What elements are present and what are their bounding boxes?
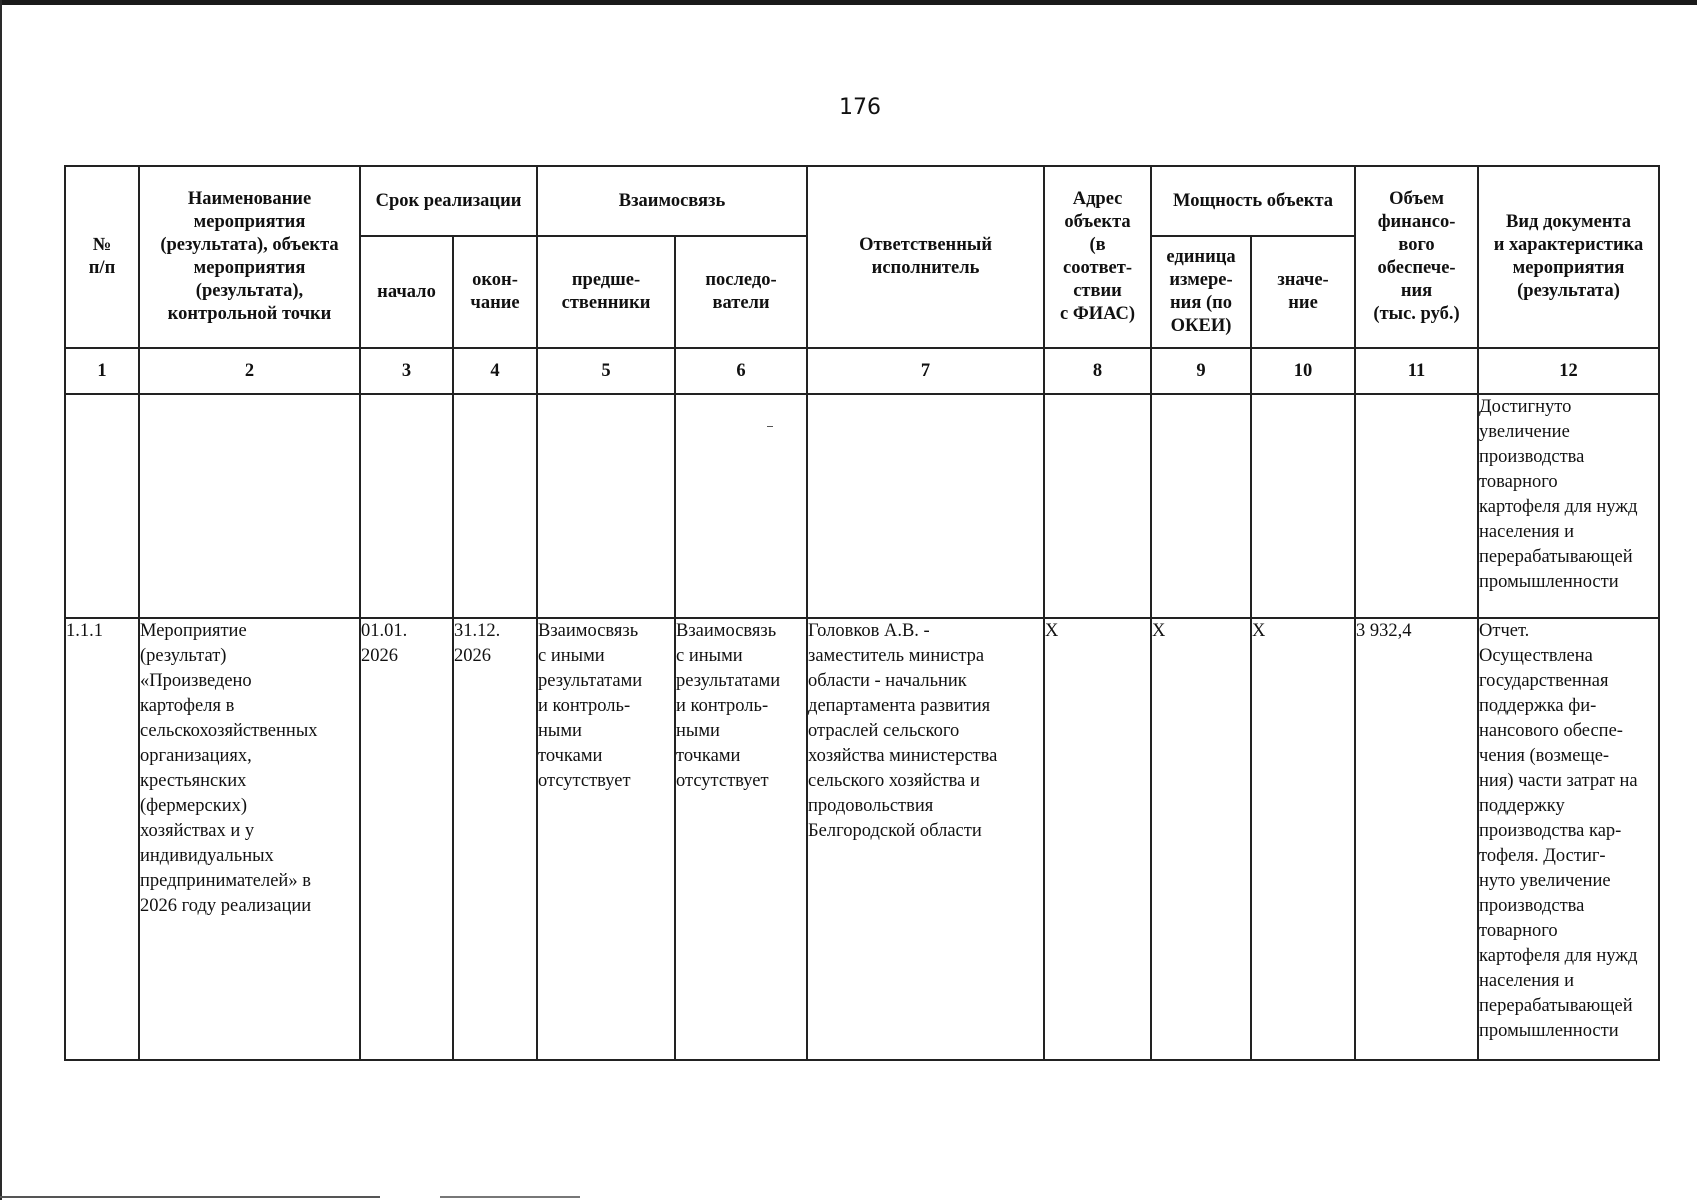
cell-name: Мероприятие (результат) «Произведено картофеля в сельскохозяйственных организациях, крестьянских (фермерских) хозяйствах и у индивидуальных предпринимателей» в 2026 году реализации bbox=[139, 618, 360, 1060]
column-number: 7 bbox=[807, 348, 1044, 394]
cell-predecessors bbox=[537, 394, 675, 618]
top-border-line bbox=[0, 0, 1697, 5]
plan-table bbox=[64, 165, 1660, 1061]
cell-financing bbox=[1355, 394, 1478, 618]
cell-start bbox=[360, 394, 453, 618]
bottom-scan-line-2 bbox=[440, 1196, 580, 1198]
header-start: начало bbox=[360, 236, 453, 348]
cell-unit: X bbox=[1151, 618, 1251, 1060]
column-number: 2 bbox=[139, 348, 360, 394]
cell-num: 1.1.1 bbox=[65, 618, 139, 1060]
cell-address bbox=[1044, 394, 1151, 618]
header-period: Срок реализации bbox=[360, 166, 537, 236]
header-predecessors: предше- ственники bbox=[537, 236, 675, 348]
header-financing: Объем финансо- вого обеспече- ния (тыс. руб.) bbox=[1355, 166, 1478, 348]
column-number: 11 bbox=[1355, 348, 1478, 394]
header-value: значе- ние bbox=[1251, 236, 1355, 348]
cell-start: 01.01. 2026 bbox=[360, 618, 453, 1060]
header-row-1 bbox=[65, 166, 1659, 236]
bottom-scan-line bbox=[0, 1196, 380, 1198]
column-number: 9 bbox=[1151, 348, 1251, 394]
header-document: Вид документа и характеристика мероприятия (результата) bbox=[1478, 166, 1659, 348]
header-link: Взаимосвязь bbox=[537, 166, 807, 236]
cell-responsible bbox=[807, 394, 1044, 618]
cell-name bbox=[139, 394, 360, 618]
cell-responsible: Головков А.В. - заместитель министра области - начальник департамента развития отраслей сельского хозяйства министерства сельского хозяйства и продовольствия Белгородской области bbox=[807, 618, 1044, 1060]
column-number: 5 bbox=[537, 348, 675, 394]
header-successors: последо- ватели bbox=[675, 236, 807, 348]
cell-document: Отчет. Осуществлена государственная поддержка фи- нансового обеспе- чения (возмеще- ния) части затрат на поддержку производства кар- тофеля. Достиг- нуто увеличение производства товарного картофеля для нужд населения и перерабатывающей промышленности bbox=[1478, 618, 1659, 1060]
cell-end bbox=[453, 394, 537, 618]
column-number: 6 bbox=[675, 348, 807, 394]
header-responsible: Ответственный исполнитель bbox=[807, 166, 1044, 348]
cell-value bbox=[1251, 394, 1355, 618]
left-border-line bbox=[0, 0, 2, 1200]
cell-end: 31.12. 2026 bbox=[453, 618, 537, 1060]
cell-predecessors: Взаимосвязь с иными результатами и контроль- ными точками отсутствует bbox=[537, 618, 675, 1060]
header-capacity: Мощность объекта bbox=[1151, 166, 1355, 236]
page-number: 176 bbox=[839, 95, 881, 120]
cell-document: Достигнуто увеличение производства товарного картофеля для нужд населения и перерабатывающей промышленности bbox=[1478, 394, 1659, 618]
table-row bbox=[65, 394, 1659, 618]
column-number-row bbox=[65, 348, 1659, 394]
cell-address: X bbox=[1044, 618, 1151, 1060]
header-end: окон- чание bbox=[453, 236, 537, 348]
cell-num bbox=[65, 394, 139, 618]
cell-successors bbox=[675, 394, 807, 618]
header-address: Адрес объекта (в соответ- ствии с ФИАС) bbox=[1044, 166, 1151, 348]
column-number: 4 bbox=[453, 348, 537, 394]
cell-value: X bbox=[1251, 618, 1355, 1060]
cell-successors: Взаимосвязь с иными результатами и контроль- ными точками отсутствует bbox=[675, 618, 807, 1060]
column-number: 8 bbox=[1044, 348, 1151, 394]
column-number: 12 bbox=[1478, 348, 1659, 394]
column-number: 10 bbox=[1251, 348, 1355, 394]
cell-unit bbox=[1151, 394, 1251, 618]
header-num: № п/п bbox=[65, 166, 139, 348]
column-number: 1 bbox=[65, 348, 139, 394]
column-number: 3 bbox=[360, 348, 453, 394]
header-name: Наименование мероприятия (результата), объекта мероприятия (результата), контрольной точки bbox=[139, 166, 360, 348]
table-row bbox=[65, 618, 1659, 1060]
header-unit: единица измере- ния (по ОКЕИ) bbox=[1151, 236, 1251, 348]
cell-financing: 3 932,4 bbox=[1355, 618, 1478, 1060]
